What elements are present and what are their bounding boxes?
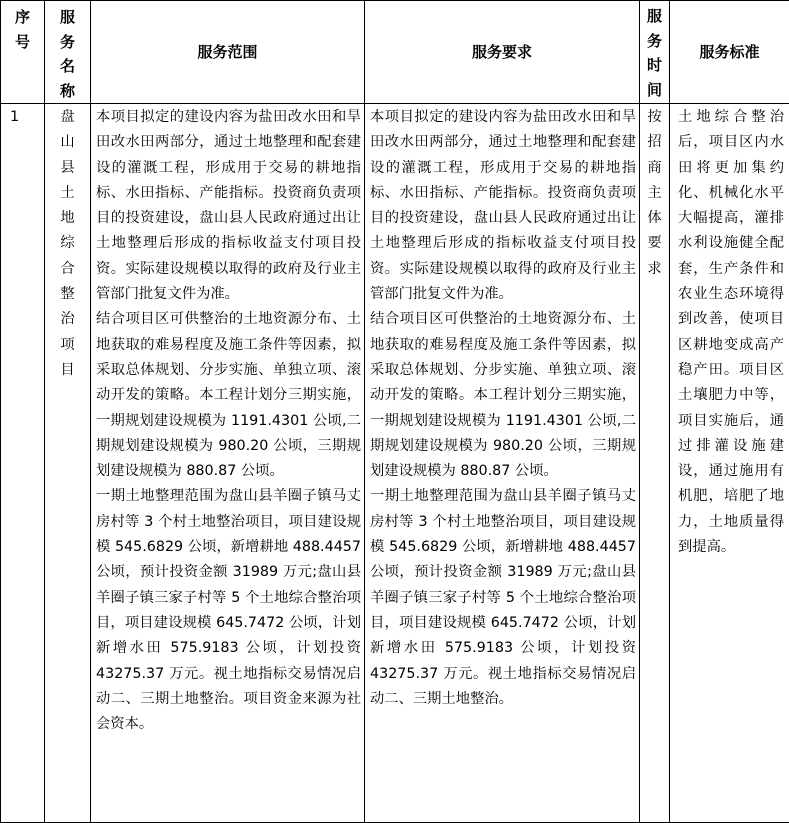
- header-requirements: 服务要求: [365, 1, 640, 104]
- cell-requirements: [365, 104, 640, 823]
- header-standard: 服务标准: [670, 1, 789, 104]
- table-row: [1, 104, 789, 823]
- scope-paragraph: 结合项目区可供整治的土地资源分布、土地获取的难易程度及施工条件等因素，拟采取总体规划、分步实施、单独立项、滚动开发的策略。本工程计划分三期实施，一期规划建设规模为 1191.4301 公顷,二期规划建设规模为 980.20 公顷，三期规划建设规模为 880.87 公顷。: [96, 311, 361, 480]
- requirements-paragraph: 一期土地整理范围为盘山县羊圈子镇马丈房村等 3 个村土地整治项目，项目建设规模 545.6829 公顷，新增耕地 488.4457 公顷，预计投资金额 31989 万元;盘山县羊圈子镇三家子村等 5 个土地综合整治项目，项目建设规模 645.7472 公顷，计划新增水田 575.9183 公顷，计划投资 43275.37 万元。视土地指标交易情况启动二、三期土地整治。: [370, 488, 636, 707]
- cell-standard: 土地综合整治后，项目区内水田将更加集约化、机械化水平大幅提高，灌排水利设施健全配套，生产条件和农业生态环境得到改善，使项目区耕地变成高产稳产田。项目区土壤肥力中等，项目实施后，通过排灌设施建设，通过施用有机肥，培肥了地力，土地质量得到提高。: [670, 104, 789, 823]
- cell-seq: 1: [1, 104, 45, 823]
- cell-name: 盘山县土地综合整治项目: [45, 104, 91, 823]
- header-seq: 序号: [1, 1, 45, 104]
- header-scope: 服务范围: [91, 1, 365, 104]
- requirements-paragraph: 本项目拟定的建设内容为盐田改水田和旱田改水田两部分，通过土地整理和配套建设的灌溉工程，形成用于交易的耕地指标、水田指标、产能指标。投资商负责项目的投资建设，盘山县人民政府通过出让土地整理后形成的指标收益支付项目投资。实际建设规模以取得的政府及行业主管部门批复文件为准。: [370, 109, 636, 303]
- header-row: [1, 1, 789, 104]
- scope-paragraph: 本项目拟定的建设内容为盐田改水田和旱田改水田两部分，通过土地整理和配套建设的灌溉工程，形成用于交易的耕地指标、水田指标、产能指标。投资商负责项目的投资建设，盘山县人民政府通过出让土地整理后形成的指标收益支付项目投资。实际建设规模以取得的政府及行业主管部门批复文件为准。: [96, 109, 361, 303]
- scope-paragraph: 一期土地整理范围为盘山县羊圈子镇马丈房村等 3 个村土地整治项目，项目建设规模 545.6829 公顷，新增耕地 488.4457 公顷，预计投资金额 31989 万元;盘山县羊圈子镇三家子村等 5 个土地综合整治项目，项目建设规模 645.7472 公顷，计划新增水田 575.9183 公顷，计划投资 43275.37 万元。视土地指标交易情况启动二、三期土地整治。项目资金来源为社会资本。: [96, 488, 361, 733]
- cell-time: 按招商主体要求: [640, 104, 670, 823]
- requirements-paragraph: 结合项目区可供整治的土地资源分布、土地获取的难易程度及施工条件等因素，拟采取总体规划、分步实施、单独立项、滚动开发的策略。本工程计划分三期实施，一期规划建设规模为 1191.4301 公顷,二期规划建设规模为 980.20 公顷，三期规划建设规模为 880.87 公顷。: [370, 311, 636, 480]
- header-time: 服务时间: [640, 1, 670, 104]
- cell-scope: [91, 104, 365, 823]
- header-name: 服务名称: [45, 1, 91, 104]
